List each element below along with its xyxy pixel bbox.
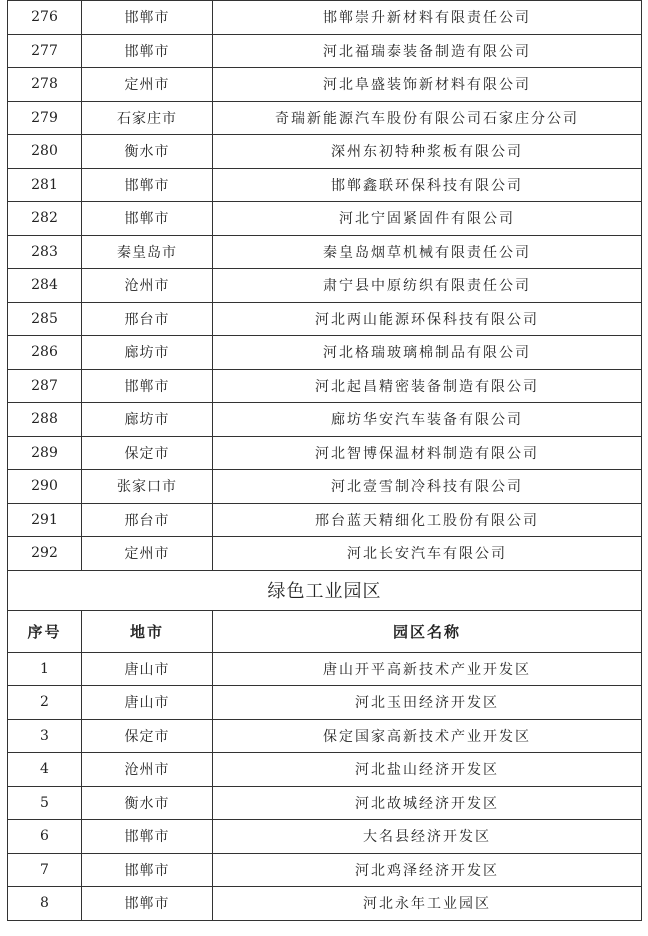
table-row bbox=[8, 269, 642, 303]
company-rows bbox=[8, 1, 642, 571]
table-row bbox=[8, 719, 642, 753]
row-number: 280 bbox=[8, 135, 82, 169]
row-city: 保定市 bbox=[82, 436, 213, 470]
row-park-name: 保定国家高新技术产业开发区 bbox=[213, 719, 642, 753]
row-park-name: 河北玉田经济开发区 bbox=[213, 686, 642, 720]
row-number: 291 bbox=[8, 503, 82, 537]
row-number: 279 bbox=[8, 101, 82, 135]
row-number: 276 bbox=[8, 1, 82, 35]
row-city: 邢台市 bbox=[82, 503, 213, 537]
row-number: 7 bbox=[8, 853, 82, 887]
row-city: 邯郸市 bbox=[82, 168, 213, 202]
table-row bbox=[8, 470, 642, 504]
header-city: 地市 bbox=[82, 610, 213, 652]
table-row bbox=[8, 652, 642, 686]
table-row bbox=[8, 753, 642, 787]
table-row bbox=[8, 820, 642, 854]
table-row bbox=[8, 135, 642, 169]
row-company-name: 河北福瑞泰装备制造有限公司 bbox=[213, 34, 642, 68]
row-number: 286 bbox=[8, 336, 82, 370]
table-header-row bbox=[8, 610, 642, 652]
row-city: 邯郸市 bbox=[82, 202, 213, 236]
row-city: 秦皇岛市 bbox=[82, 235, 213, 269]
row-park-name: 河北鸡泽经济开发区 bbox=[213, 853, 642, 887]
table-row bbox=[8, 68, 642, 102]
row-city: 邯郸市 bbox=[82, 369, 213, 403]
section-title: 绿色工业园区 bbox=[8, 570, 642, 610]
row-company-name: 河北长安汽车有限公司 bbox=[213, 537, 642, 571]
row-number: 3 bbox=[8, 719, 82, 753]
row-city: 定州市 bbox=[82, 537, 213, 571]
table-row bbox=[8, 403, 642, 437]
table-row bbox=[8, 436, 642, 470]
row-city: 沧州市 bbox=[82, 753, 213, 787]
row-number: 5 bbox=[8, 786, 82, 820]
row-company-name: 河北起昌精密装备制造有限公司 bbox=[213, 369, 642, 403]
row-company-name: 深州东初特种浆板有限公司 bbox=[213, 135, 642, 169]
listing-table bbox=[7, 0, 642, 921]
row-company-name: 河北壹雪制冷科技有限公司 bbox=[213, 470, 642, 504]
row-city: 保定市 bbox=[82, 719, 213, 753]
section-title-row bbox=[8, 570, 642, 610]
table-row bbox=[8, 786, 642, 820]
row-company-name: 邯郸鑫联环保科技有限公司 bbox=[213, 168, 642, 202]
park-section bbox=[8, 570, 642, 652]
row-park-name: 大名县经济开发区 bbox=[213, 820, 642, 854]
table-row bbox=[8, 34, 642, 68]
table-row bbox=[8, 686, 642, 720]
row-city: 石家庄市 bbox=[82, 101, 213, 135]
row-city: 定州市 bbox=[82, 68, 213, 102]
table-row bbox=[8, 503, 642, 537]
table-row bbox=[8, 853, 642, 887]
row-city: 廊坊市 bbox=[82, 403, 213, 437]
row-city: 邯郸市 bbox=[82, 34, 213, 68]
row-company-name: 邯郸崇升新材料有限责任公司 bbox=[213, 1, 642, 35]
table-row bbox=[8, 537, 642, 571]
table-row bbox=[8, 202, 642, 236]
row-city: 廊坊市 bbox=[82, 336, 213, 370]
row-number: 278 bbox=[8, 68, 82, 102]
row-number: 284 bbox=[8, 269, 82, 303]
row-city: 张家口市 bbox=[82, 470, 213, 504]
row-number: 283 bbox=[8, 235, 82, 269]
row-number: 292 bbox=[8, 537, 82, 571]
row-city: 邯郸市 bbox=[82, 853, 213, 887]
row-city: 沧州市 bbox=[82, 269, 213, 303]
row-company-name: 河北格瑞玻璃棉制品有限公司 bbox=[213, 336, 642, 370]
row-number: 4 bbox=[8, 753, 82, 787]
row-company-name: 河北阜盛装饰新材料有限公司 bbox=[213, 68, 642, 102]
row-number: 277 bbox=[8, 34, 82, 68]
row-number: 287 bbox=[8, 369, 82, 403]
row-company-name: 河北智博保温材料制造有限公司 bbox=[213, 436, 642, 470]
row-company-name: 邢台蓝天精细化工股份有限公司 bbox=[213, 503, 642, 537]
table-row bbox=[8, 1, 642, 35]
table-row bbox=[8, 887, 642, 921]
row-park-name: 唐山开平高新技术产业开发区 bbox=[213, 652, 642, 686]
row-city: 邯郸市 bbox=[82, 887, 213, 921]
row-company-name: 河北两山能源环保科技有限公司 bbox=[213, 302, 642, 336]
row-number: 282 bbox=[8, 202, 82, 236]
table-row bbox=[8, 336, 642, 370]
table-row bbox=[8, 168, 642, 202]
table-row bbox=[8, 302, 642, 336]
row-number: 8 bbox=[8, 887, 82, 921]
row-company-name: 秦皇岛烟草机械有限责任公司 bbox=[213, 235, 642, 269]
table-row bbox=[8, 369, 642, 403]
row-number: 285 bbox=[8, 302, 82, 336]
park-rows bbox=[8, 652, 642, 920]
row-number: 6 bbox=[8, 820, 82, 854]
row-park-name: 河北故城经济开发区 bbox=[213, 786, 642, 820]
table-row bbox=[8, 101, 642, 135]
row-city: 唐山市 bbox=[82, 686, 213, 720]
row-park-name: 河北永年工业园区 bbox=[213, 887, 642, 921]
row-company-name: 廊坊华安汽车装备有限公司 bbox=[213, 403, 642, 437]
row-company-name: 奇瑞新能源汽车股份有限公司石家庄分公司 bbox=[213, 101, 642, 135]
row-city: 衡水市 bbox=[82, 135, 213, 169]
row-city: 衡水市 bbox=[82, 786, 213, 820]
row-city: 唐山市 bbox=[82, 652, 213, 686]
header-number: 序号 bbox=[8, 610, 82, 652]
row-number: 1 bbox=[8, 652, 82, 686]
row-city: 邯郸市 bbox=[82, 1, 213, 35]
row-number: 281 bbox=[8, 168, 82, 202]
row-number: 289 bbox=[8, 436, 82, 470]
row-park-name: 河北盐山经济开发区 bbox=[213, 753, 642, 787]
row-company-name: 肃宁县中原纺织有限责任公司 bbox=[213, 269, 642, 303]
row-city: 邯郸市 bbox=[82, 820, 213, 854]
row-number: 288 bbox=[8, 403, 82, 437]
table-row bbox=[8, 235, 642, 269]
row-number: 2 bbox=[8, 686, 82, 720]
row-company-name: 河北宁固紧固件有限公司 bbox=[213, 202, 642, 236]
row-number: 290 bbox=[8, 470, 82, 504]
header-park-name: 园区名称 bbox=[213, 610, 642, 652]
row-city: 邢台市 bbox=[82, 302, 213, 336]
